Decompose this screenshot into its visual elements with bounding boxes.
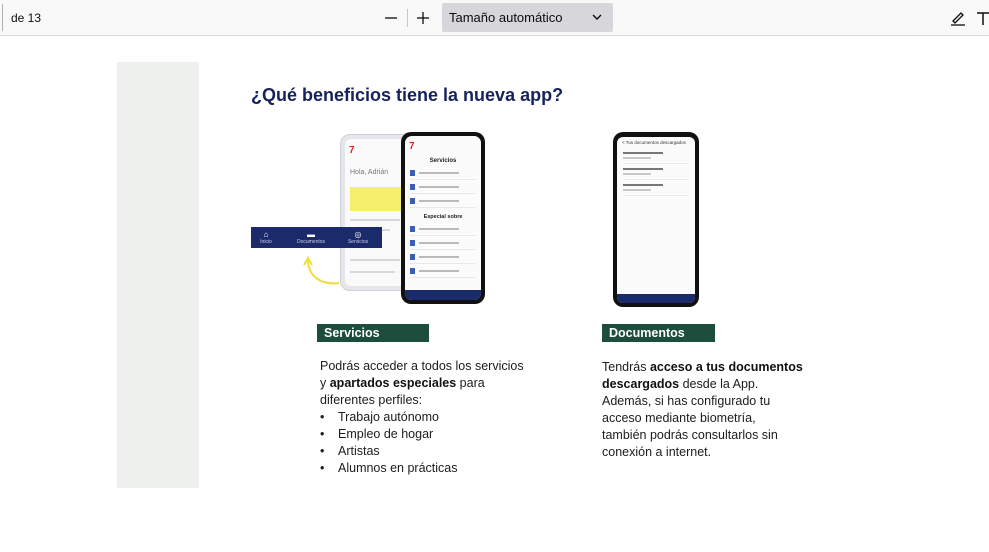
app-logo: 7 bbox=[409, 141, 415, 152]
home-icon: ⌂ bbox=[263, 230, 269, 239]
curved-arrow-icon bbox=[303, 255, 343, 287]
mockup-tab-inicio: ⌂ Inicio bbox=[251, 230, 281, 245]
page-heading: ¿Qué beneficios tiene la nueva app? bbox=[251, 85, 564, 105]
servicios-label: Servicios bbox=[317, 324, 429, 342]
documentos-label: Documentos bbox=[602, 324, 715, 342]
phone-documents-mockup bbox=[613, 132, 699, 307]
mockup-tab-servicios: ◎ Servicios bbox=[343, 230, 373, 245]
phone-services-mockup bbox=[401, 132, 485, 304]
mockup-services-title: Servicios bbox=[429, 158, 457, 164]
plus-icon bbox=[416, 11, 430, 25]
servicios-profile-list bbox=[320, 409, 560, 477]
mockup-banner bbox=[350, 187, 402, 211]
highlighter-icon bbox=[949, 9, 967, 27]
list-item: • Empleo de hogar bbox=[320, 426, 560, 443]
list-item: • Trabajo autónomo bbox=[320, 409, 560, 426]
highlight-button[interactable] bbox=[945, 4, 971, 31]
pdf-toolbar bbox=[0, 0, 989, 36]
list-item: • Alumnos en prácticas bbox=[320, 460, 560, 477]
mockup-tabbar-enlarged bbox=[251, 227, 382, 248]
zoom-in-button[interactable] bbox=[410, 4, 436, 31]
text-icon bbox=[975, 9, 989, 27]
page-side-strip bbox=[117, 62, 199, 488]
mockup-greeting: Hola, Adrián bbox=[350, 169, 389, 176]
zoom-select[interactable] bbox=[442, 3, 613, 32]
chevron-down-icon bbox=[591, 11, 603, 23]
list-item: • Artistas bbox=[320, 443, 560, 460]
app-logo: 7 bbox=[349, 145, 355, 156]
documentos-description: Tendrás acceso a tus documentos descargados desde la App. Además, si has configurado tu acceso mediante biometría, también podrás consultarlos sin conexión a internet. bbox=[602, 360, 803, 459]
toolbar-separator bbox=[407, 9, 408, 27]
zoom-out-button[interactable] bbox=[378, 4, 404, 31]
minus-icon bbox=[384, 11, 398, 25]
folder-icon: ▬ bbox=[307, 230, 315, 239]
mockup-tabbar bbox=[617, 294, 695, 303]
pdf-page bbox=[0, 37, 989, 552]
page-count-label: de 13 bbox=[2, 4, 41, 31]
mockup-tabbar bbox=[405, 290, 481, 300]
globe-icon: ◎ bbox=[354, 230, 362, 239]
text-button[interactable] bbox=[975, 4, 989, 31]
servicios-description: Podrás acceder a todos los servicios y apartados especiales para diferentes perfiles: • Trabajo autónomo • Empleo de hogar • Artistas • Alumnos en prácticas bbox=[320, 358, 560, 477]
mockup-special-title: Especial sobre bbox=[423, 214, 463, 220]
mockup-tab-documentos: ▬ Documentos bbox=[296, 230, 326, 245]
mockup-doc-header: < Tus documentos descargados bbox=[622, 140, 686, 145]
zoom-select-value: Tamaño automático bbox=[449, 10, 563, 25]
